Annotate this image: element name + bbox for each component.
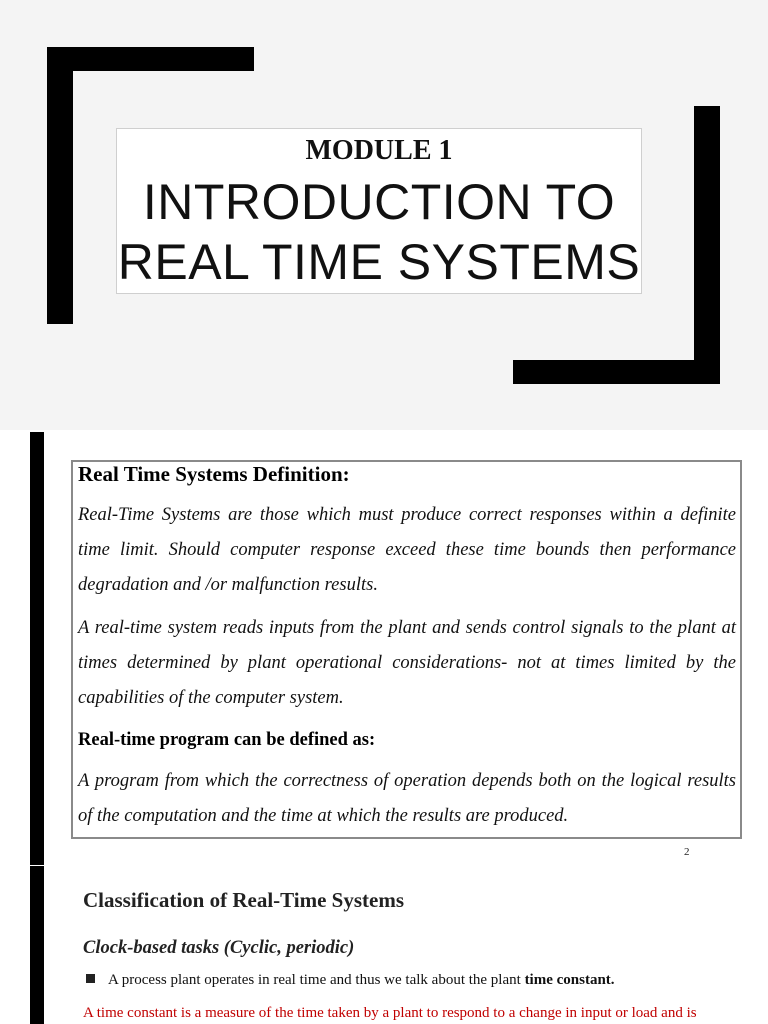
definition-paragraph-2: A real-time system reads inputs from the plant and sends control signals to the plant at times determined by plant operational considerations- not at times limited by the capabilities of the computer system. [78,618,736,708]
time-constant-definition: A time constant is a measure of the time taken by a plant to respond to a change in input or load and is [83,1005,697,1021]
definition-heading: Real Time Systems Definition: [78,462,350,486]
title-line-1: INTRODUCTION TO [142,174,616,230]
slide-accent-bar [30,432,44,865]
title-slide [0,0,768,430]
slide-accent-bar [30,866,44,1024]
title-line-2: REAL TIME SYSTEMS [117,234,641,290]
program-definition-heading: Real-time program can be defined as: [78,730,376,750]
classification-subheading: Clock-based tasks (Cyclic, periodic) [83,938,355,958]
classification-heading: Classification of Real-Time Systems [83,888,404,912]
page-number: 2 [684,846,690,858]
program-definition-paragraph: A program from which the correctness of operation depends both on the logical results of the computation and the time at which the results are produced. [78,771,736,826]
corner-bracket-top-left-horizontal [47,47,254,71]
corner-bracket-top-left-vertical [47,47,73,324]
definition-box [71,460,742,839]
classification-slide [0,866,768,1024]
title-box [116,128,642,294]
definition-slide [0,432,768,865]
square-bullet-icon [86,974,95,983]
bullet-text: A process plant operates in real time and thus we talk about the plant [108,972,525,988]
bullet-bold-text: time constant. [524,972,615,988]
corner-bracket-bottom-right-horizontal [513,360,720,384]
bullet-item [86,972,615,989]
definition-paragraph-1: Real-Time Systems are those which must produce correct responses within a definite time limit. Should computer response exceed these time bounds then performance degradation and /or malfunction results. [78,505,736,595]
corner-bracket-bottom-right-vertical [694,106,720,384]
module-label: MODULE 1 [305,135,453,166]
